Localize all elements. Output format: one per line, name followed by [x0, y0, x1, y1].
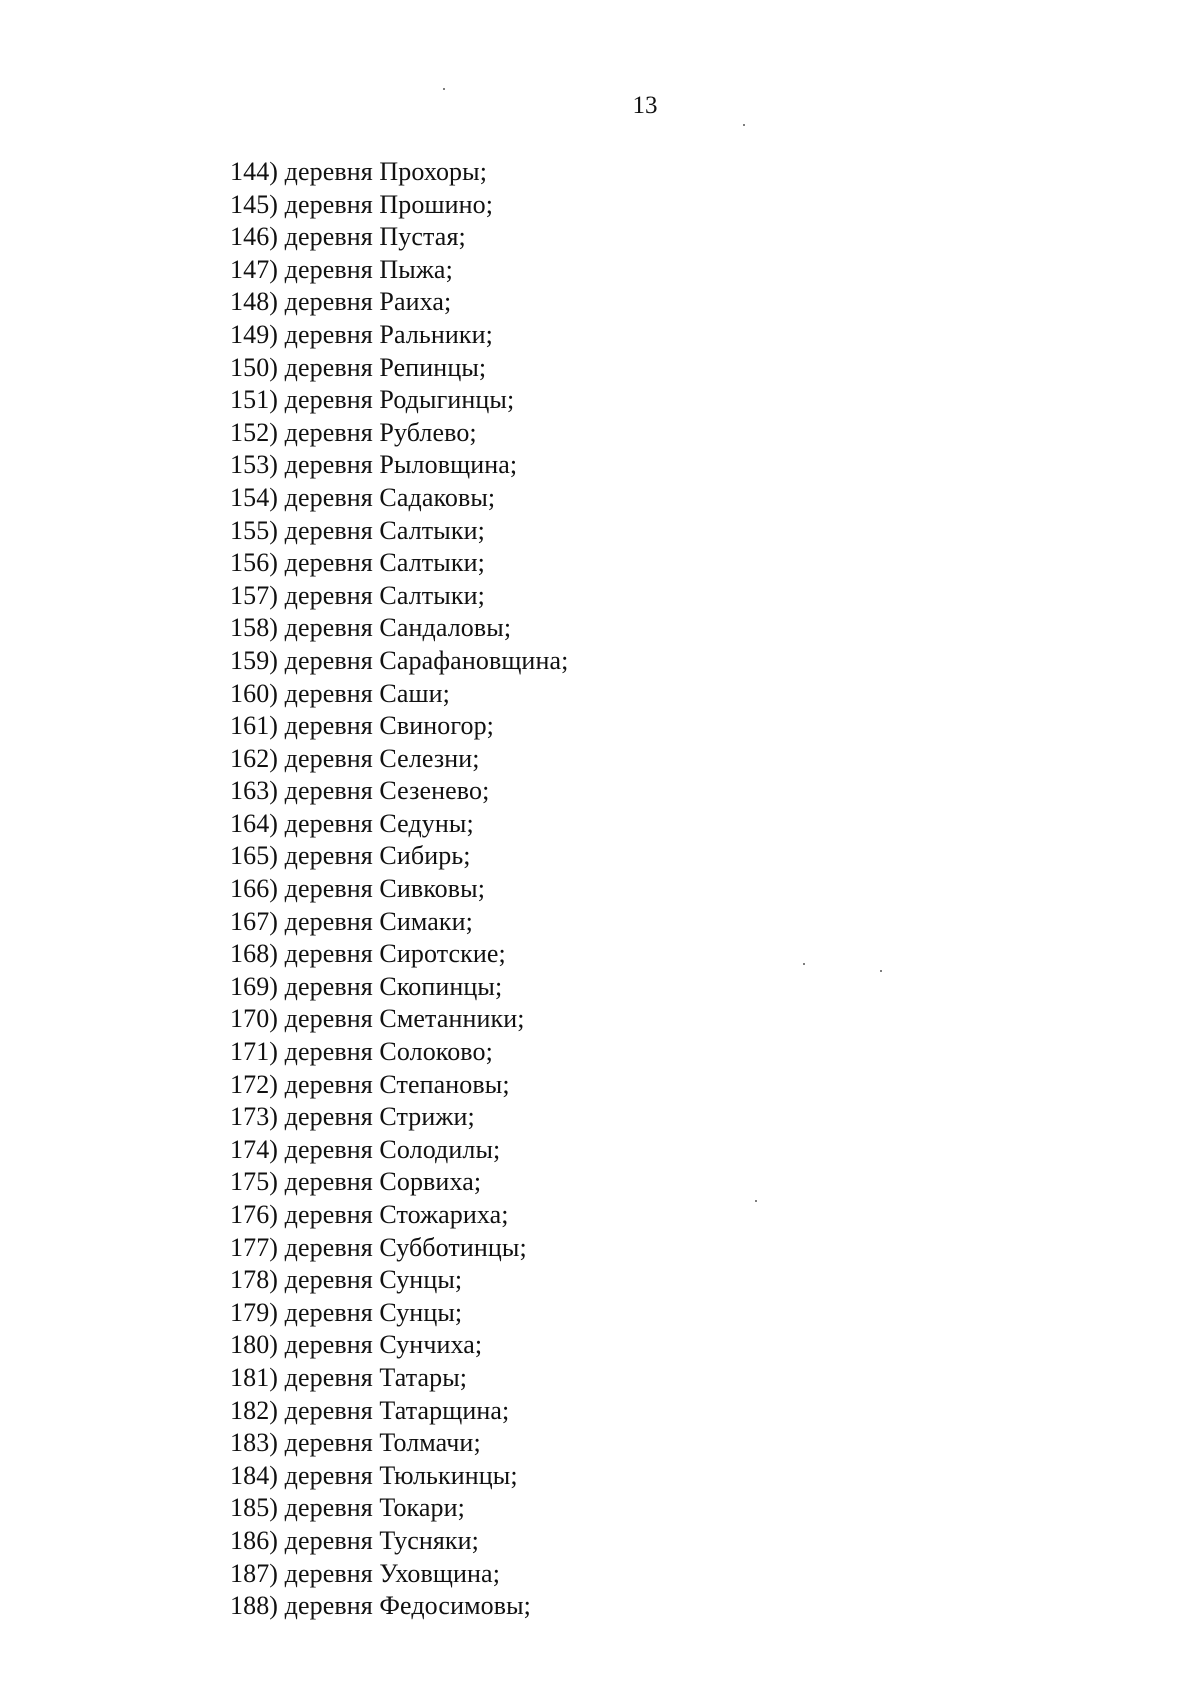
list-item: 177) деревня Субботинцы; [230, 1232, 527, 1262]
scan-speck [443, 88, 445, 90]
list-item: 173) деревня Стрижи; [230, 1102, 475, 1132]
scan-speck [880, 970, 882, 972]
list-item: 185) деревня Токари; [230, 1493, 465, 1523]
list-item: 182) деревня Татарщина; [230, 1395, 510, 1425]
list-item: 166) деревня Сивковы; [230, 874, 486, 904]
list-item: 171) деревня Солоково; [230, 1037, 493, 1067]
list-item: 150) деревня Репинцы; [230, 352, 487, 382]
list-item: 144) деревня Прохоры; [230, 157, 488, 186]
list-item: 155) деревня Салтыки; [230, 515, 485, 545]
list-item: 172) деревня Степановы; [230, 1069, 510, 1099]
list-item: 180) деревня Сунчиха; [230, 1330, 483, 1360]
list-item: 160) деревня Саши; [230, 678, 450, 708]
list-item: 145) деревня Прошино; [230, 189, 494, 219]
list-item: 168) деревня Сиротские; [230, 939, 506, 969]
list-item: 156) деревня Салтыки; [230, 548, 485, 578]
list-item: 170) деревня Сметанники; [230, 1004, 525, 1034]
list-item: 161) деревня Свиногор; [230, 711, 495, 741]
list-item: 187) деревня Уховщина; [230, 1558, 501, 1588]
list-item: 183) деревня Толмачи; [230, 1428, 481, 1458]
scan-speck [743, 124, 745, 126]
list-item: 167) деревня Симаки; [230, 906, 473, 936]
list-item: 146) деревня Пустая; [230, 222, 466, 252]
list-item: 158) деревня Сандаловы; [230, 613, 512, 643]
scan-speck [755, 1200, 757, 1202]
list-item: 164) деревня Седуны; [230, 808, 474, 838]
list-item: 186) деревня Тусняки; [230, 1525, 479, 1555]
settlement-list [230, 156, 568, 1623]
list-item: 153) деревня Рыловщина; [230, 450, 518, 480]
list-item: 181) деревня Татары; [230, 1362, 468, 1392]
page-number: 13 [632, 92, 658, 119]
list-item: 179) деревня Сунцы; [230, 1297, 463, 1327]
list-item: 149) деревня Ральники; [230, 319, 493, 349]
list-item: 178) деревня Сунцы; [230, 1265, 463, 1295]
list-item: 148) деревня Раиха; [230, 287, 452, 317]
list-item: 165) деревня Сибирь; [230, 841, 471, 871]
list-item: 159) деревня Сарафановщина; [230, 645, 569, 675]
list-item: 176) деревня Стожариха; [230, 1200, 509, 1229]
list-item: 162) деревня Селезни; [230, 743, 480, 773]
list-item: 174) деревня Солодилы; [230, 1134, 501, 1164]
list-item: 157) деревня Салтыки; [230, 580, 485, 610]
list-item: 175) деревня Сорвиха; [230, 1167, 482, 1197]
scan-speck [803, 963, 805, 965]
list-item: 184) деревня Тюлькинцы; [230, 1460, 518, 1490]
list-item: 147) деревня Пыжа; [230, 254, 453, 284]
list-item: 152) деревня Рублево; [230, 417, 477, 447]
list-item: 169) деревня Скопинцы; [230, 971, 503, 1001]
list-item: 154) деревня Садаковы; [230, 482, 496, 512]
list-item: 151) деревня Родыгинцы; [230, 385, 515, 415]
list-item: 188) деревня Федосимовы; [230, 1591, 532, 1621]
list-item: 163) деревня Сезенево; [230, 776, 490, 806]
